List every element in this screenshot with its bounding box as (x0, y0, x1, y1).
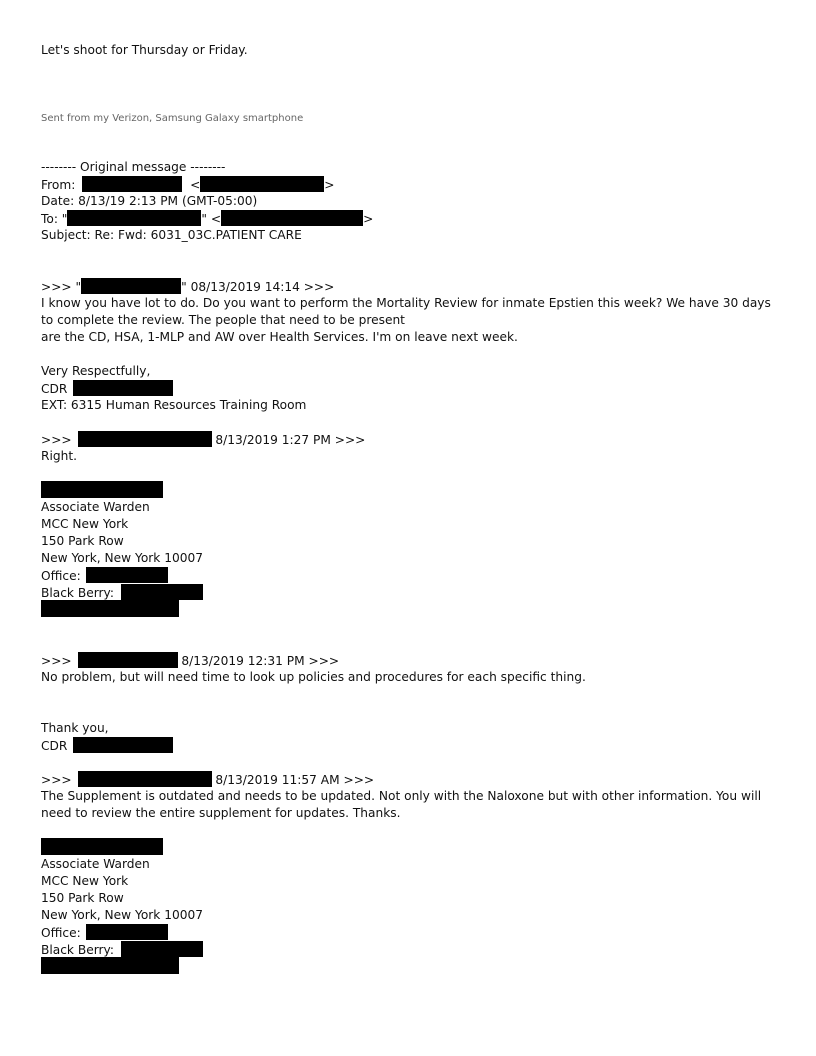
redaction (73, 380, 173, 396)
redaction (41, 481, 163, 498)
message-body: are the CD, HSA, 1-MLP and AW over Health Services. I'm on leave next week. (41, 330, 518, 344)
gt-sign: > (363, 212, 374, 226)
redaction (121, 584, 203, 600)
rank: CDR (41, 739, 68, 753)
mobile-signature: Sent from my Verizon, Samsung Galaxy smartphone (41, 113, 304, 124)
redaction (78, 771, 212, 787)
redaction (78, 431, 212, 447)
original-message-header: -------- Original message -------- (41, 160, 226, 174)
signature-street: 150 Park Row (41, 534, 124, 548)
redaction (82, 176, 182, 192)
quote-prefix: >>> (41, 433, 72, 447)
quote-header-2 (41, 431, 365, 449)
subject-line: Subject: Re: Fwd: 6031_03C.PATIENT CARE (41, 228, 302, 242)
date-line: Date: 8/13/19 2:13 PM (GMT-05:00) (41, 194, 258, 208)
to-line (41, 210, 373, 228)
signature-city: New York, New York 10007 (41, 908, 204, 922)
redaction (81, 278, 181, 294)
quote-suffix: " 08/13/2019 14:14 >>> (181, 280, 335, 294)
redaction (67, 210, 201, 226)
rank: CDR (41, 382, 68, 396)
redaction (86, 567, 168, 583)
message-body: Right. (41, 449, 77, 463)
signature-street: 150 Park Row (41, 891, 124, 905)
gt-sign: > (324, 178, 335, 192)
to-label: To: " (41, 212, 68, 226)
redaction (221, 210, 363, 226)
quote-prefix: >>> (41, 654, 72, 668)
blackberry-label: Black Berry: (41, 943, 114, 957)
to-mid: " < (201, 212, 222, 226)
reply-text: Let's shoot for Thursday or Friday. (41, 43, 248, 57)
signature-city: New York, New York 10007 (41, 551, 204, 565)
signature-office (41, 924, 168, 942)
message-body: I know you have lot to do. Do you want to perform the Mortality Review for inmate Epstien this week? We have 30 days to complete the review. The people that need to be present (41, 296, 771, 327)
signature-title: Associate Warden (41, 857, 150, 871)
redaction (121, 941, 203, 957)
signature-org: MCC New York (41, 874, 129, 888)
extension-line: EXT: 6315 Human Resources Training Room (41, 398, 307, 412)
closing: Thank you, (41, 721, 109, 735)
quote-suffix: 8/13/2019 1:27 PM >>> (215, 433, 366, 447)
signature-title: Associate Warden (41, 500, 150, 514)
rank-line (41, 380, 173, 398)
quote-suffix: 8/13/2019 11:57 AM >>> (215, 773, 375, 787)
quote-suffix: 8/13/2019 12:31 PM >>> (181, 654, 340, 668)
from-label: From: (41, 178, 76, 192)
signature-org: MCC New York (41, 517, 129, 531)
redaction (41, 838, 163, 855)
quote-header-4 (41, 771, 374, 789)
closing: Very Respectfully, (41, 364, 151, 378)
redaction (41, 957, 179, 974)
message-body: No problem, but will need time to look up policies and procedures for each specific thing. (41, 670, 586, 684)
quote-header-3 (41, 652, 339, 670)
quote-prefix: >>> " (41, 280, 82, 294)
quote-header-1 (41, 278, 334, 296)
redaction (200, 176, 324, 192)
redaction (78, 652, 178, 668)
quote-prefix: >>> (41, 773, 72, 787)
rank-line (41, 737, 173, 755)
signature-office (41, 567, 168, 585)
lt-sign: < (190, 178, 201, 192)
office-label: Office: (41, 926, 81, 940)
redaction (73, 737, 173, 753)
message-body: The Supplement is outdated and needs to be updated. Not only with the Naloxone but with other information. You will need to review the entire supplement for updates. Thanks. (41, 789, 762, 820)
office-label: Office: (41, 569, 81, 583)
redaction (86, 924, 168, 940)
blackberry-label: Black Berry: (41, 586, 114, 600)
from-line (41, 176, 335, 194)
redaction (41, 600, 179, 617)
